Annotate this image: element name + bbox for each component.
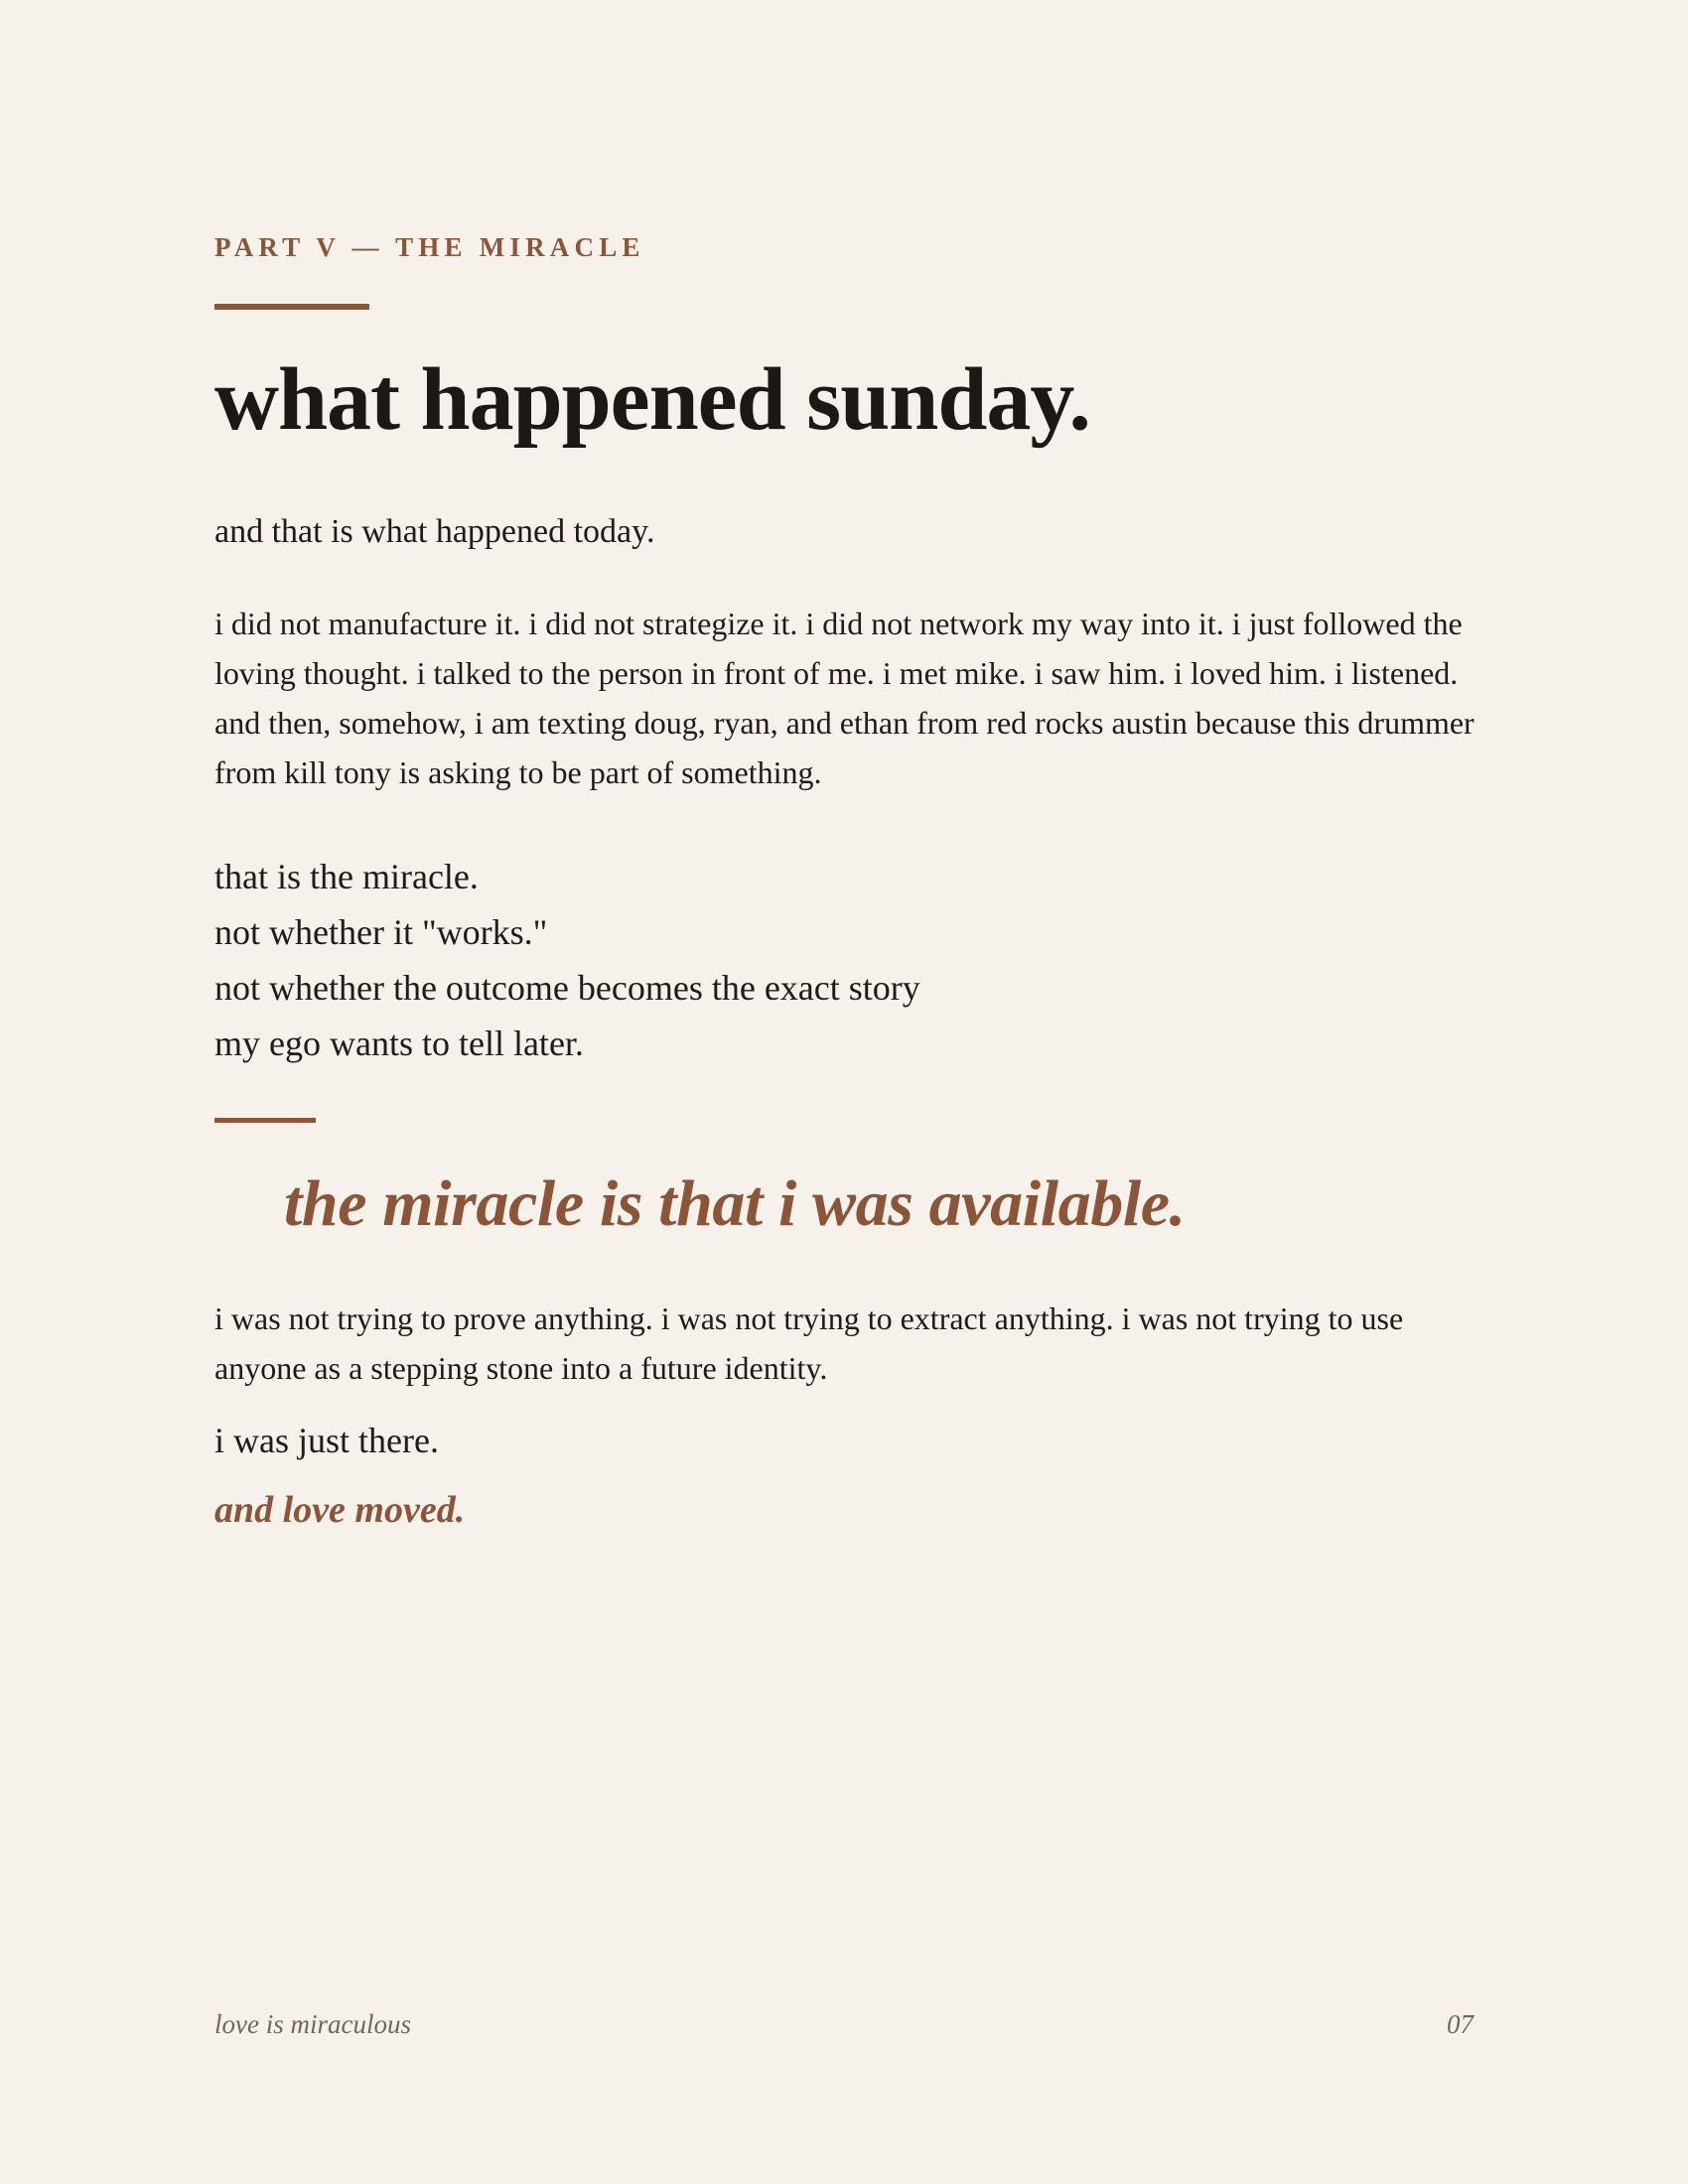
pull-quote: the miracle is that i was available. bbox=[284, 1167, 1186, 1240]
stanza-line-4: my ego wants to tell later. bbox=[214, 1024, 584, 1063]
page-title: what happened sunday. bbox=[214, 350, 1090, 449]
mid-accent-rule bbox=[214, 1118, 316, 1123]
section-kicker: PART V — THE MIRACLE bbox=[214, 232, 645, 262]
stanza-line-3: not whether the outcome becomes the exact story bbox=[214, 968, 920, 1008]
top-accent-rule bbox=[214, 304, 369, 310]
single-line-paragraph: i was just there. bbox=[214, 1421, 439, 1460]
stanza bbox=[214, 849, 920, 1071]
stanza-line-1: that is the miracle. bbox=[214, 857, 479, 896]
lead-paragraph: and that is what happened today. bbox=[214, 513, 655, 550]
footer-book-title: love is miraculous bbox=[214, 2009, 411, 2039]
body-paragraph-2: i was not trying to prove anything. i was not trying to extract anything. i was not trying to use anyone as a stepping stone into a future identity. bbox=[214, 1300, 1404, 1386]
body-paragraph-1: i did not manufacture it. i did not strategize it. i did not network my way into it. i just followed the loving thought. i talked to the person in front of me. i met mike. i saw him. i loved him. i listened. and then, somehow, i am texting doug, ryan, and ethan from red rocks austin because this drummer from kill tony is asking to be part of something. bbox=[214, 606, 1475, 790]
stanza-line-2: not whether it "works." bbox=[214, 912, 548, 952]
closing-line: and love moved. bbox=[214, 1489, 466, 1531]
page-number: 07 bbox=[1447, 2009, 1474, 2039]
